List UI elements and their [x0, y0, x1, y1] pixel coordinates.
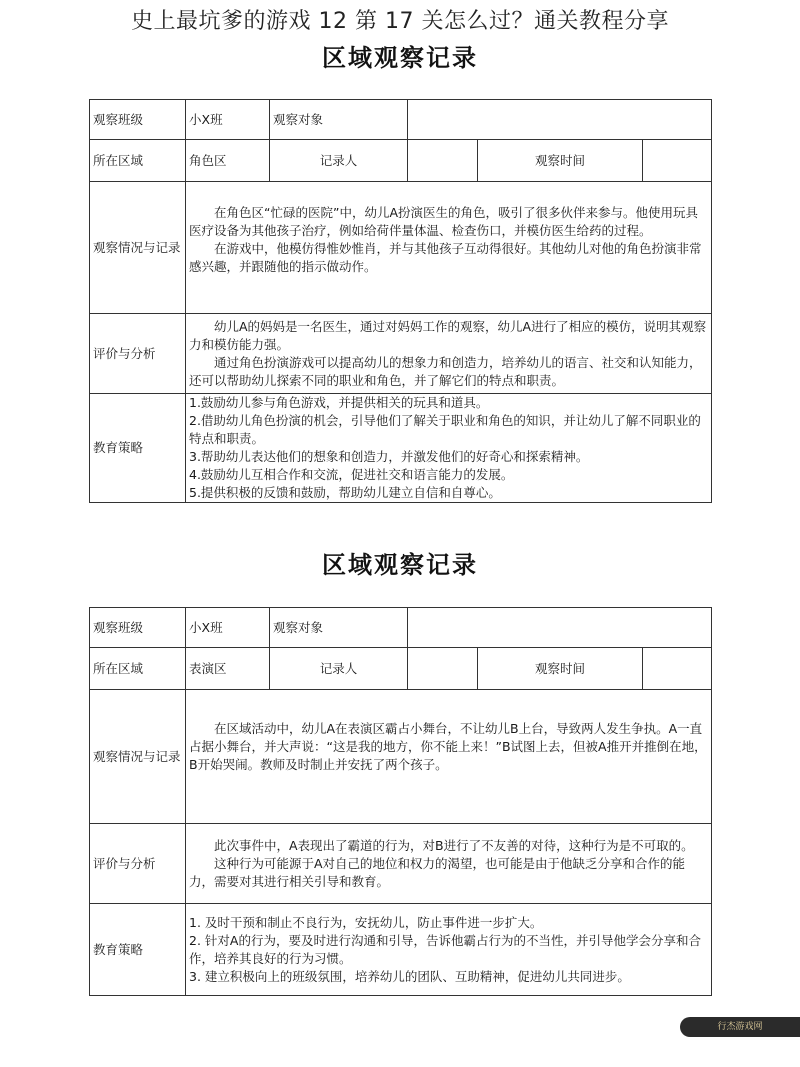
situation-label: 观察情况与记录 — [90, 690, 186, 824]
observation-table — [89, 607, 712, 996]
observation-table — [89, 99, 712, 503]
situation-paragraph: 在区域活动中，幼儿A在表演区霸占小舞台，不让幼儿B上台，导致两人发生争执。A一直占据小舞台，并大声说：“这是我的地方，你不能上来！”B试图上去，但被A推开并推倒在地，B开始哭闹。教师及时制止并安抚了两个孩子。 — [189, 721, 707, 772]
strategy-item: 3. 建立积极向上的班级氛围，培养幼儿的团队、互助精神，促进幼儿共同进步。 — [189, 968, 630, 984]
site-watermark-logo: 行杰游戏网 — [680, 1017, 800, 1037]
analysis-paragraph: 通过角色扮演游戏可以提高幼儿的想象力和创造力，培养幼儿的语言、社交和认知能力，还可以帮助幼儿探索不同的职业和角色，并了解它们的特点和职责。 — [189, 354, 702, 388]
strategy-item: 4.鼓励幼儿互相合作和交流，促进社交和语言能力的发展。 — [189, 467, 514, 482]
analysis-label: 评价与分析 — [90, 314, 186, 394]
area-label: 所在区域 — [90, 648, 186, 690]
recorder-label: 记录人 — [270, 140, 408, 182]
analysis-paragraph: 此次事件中，A表现出了霸道的行为，对B进行了不友善的对待，这种行为是不可取的。 — [214, 837, 694, 853]
analysis-label: 评价与分析 — [90, 824, 186, 904]
strategy-item: 2.借助幼儿角色扮演的机会，引导他们了解关于职业和角色的知识，并让幼儿了解不同职业的特点和职责。 — [189, 413, 701, 446]
area-value: 角色区 — [186, 140, 270, 182]
target-value — [408, 100, 712, 140]
analysis-content — [186, 824, 712, 904]
class-label: 观察班级 — [90, 100, 186, 140]
record-title: 区域观察记录 — [322, 44, 478, 72]
time-value — [643, 648, 712, 690]
strategy-item: 2. 针对A的行为，要及时进行沟通和引导，告诉他霸占行为的不当性，并引导他学会分享和合作，培养其良好的行为习惯。 — [189, 932, 701, 966]
strategy-content — [186, 394, 712, 503]
strategy-label: 教育策略 — [90, 904, 186, 996]
situation-paragraph: 在角色区“忙碌的医院”中，幼儿A扮演医生的角色，吸引了很多伙伴来参与。他使用玩具医疗设备为其他孩子治疗，例如给荷伴量体温、检查伤口，并模仿医生给药的过程。 — [189, 205, 699, 238]
situation-paragraph: 在游戏中，他模仿得惟妙惟肖，并与其他孩子互动得很好。其他幼儿对他的角色扮演非常感兴趣，并跟随他的指示做动作。 — [189, 241, 702, 274]
recorder-label: 记录人 — [270, 648, 408, 690]
analysis-paragraph: 幼儿A的妈妈是一名医生，通过对妈妈工作的观察，幼儿A进行了相应的模仿，说明其观察力和模仿能力强。 — [189, 318, 707, 352]
situation-content — [186, 690, 712, 824]
recorder-value — [408, 140, 478, 182]
class-value: 小X班 — [186, 100, 270, 140]
analysis-paragraph: 这种行为可能源于A对自己的地位和权力的渴望，也可能是由于他缺乏分享和合作的能力，需要对其进行相关引导和教育。 — [189, 855, 686, 889]
strategy-item: 1. 及时干预和制止不良行为，安抚幼儿，防止事件进一步扩大。 — [189, 914, 543, 930]
time-value — [643, 140, 712, 182]
record-title: 区域观察记录 — [322, 551, 478, 579]
strategy-item: 3.帮助幼儿表达他们的想象和创造力，并激发他们的好奇心和探索精神。 — [189, 449, 589, 464]
analysis-content — [186, 314, 712, 394]
strategy-label: 教育策略 — [90, 394, 186, 503]
page-title: 史上最坑爹的游戏 12 第 17 关怎么过？通关教程分享 — [131, 9, 669, 34]
area-value: 表演区 — [186, 648, 270, 690]
situation-content — [186, 182, 712, 314]
strategy-content — [186, 904, 712, 996]
area-label: 所在区域 — [90, 140, 186, 182]
time-label: 观察时间 — [478, 140, 643, 182]
time-label: 观察时间 — [478, 648, 643, 690]
class-label: 观察班级 — [90, 608, 186, 648]
target-value — [408, 608, 712, 648]
recorder-value — [408, 648, 478, 690]
class-value: 小X班 — [186, 608, 270, 648]
strategy-item: 5.提供积极的反馈和鼓励，帮助幼儿建立自信和自尊心。 — [189, 485, 501, 500]
situation-label: 观察情况与记录 — [90, 182, 186, 314]
strategy-item: 1.鼓励幼儿参与角色游戏，并提供相关的玩具和道具。 — [189, 395, 489, 410]
target-label: 观察对象 — [270, 100, 408, 140]
target-label: 观察对象 — [270, 608, 408, 648]
